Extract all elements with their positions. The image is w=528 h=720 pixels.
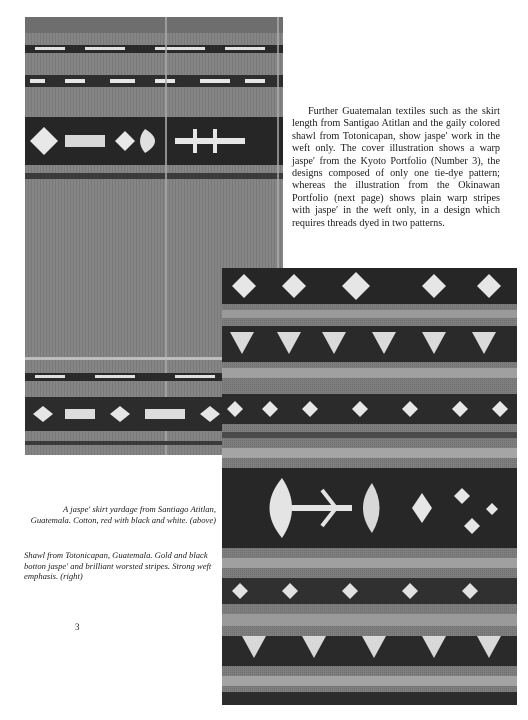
photo-shawl-totonicapan <box>222 268 517 705</box>
caption-shawl: Shawl from Totonicapan, Guatemala. Gold and black botton jaspe′ and brilliant worsted stripes. Strong weft emphasis. (right) <box>24 550 212 582</box>
caption-skirt: A jaspe′ skirt yardage from Santiago Atitlan, Guatemala. Cotton, red with black and white. (above) <box>30 504 216 525</box>
body-paragraph: Further Guatemalan textiles such as the skirt length from Santigao Atitlan and the gaily colored shawl from Totonicapan, show jaspe′ work in the weft only. The cover illustration shows a warp jaspe′ from the Kyoto Portfolio (Number 3), the designs composed of only one tie-dye pattern; whereas the illustration from the Okinawan Portfolio (next page) shows plain warp stripes with jaspe′ in the weft only, in a design which requires threads dyed in two patterns. <box>292 106 500 229</box>
page-number: 3 <box>75 622 80 632</box>
